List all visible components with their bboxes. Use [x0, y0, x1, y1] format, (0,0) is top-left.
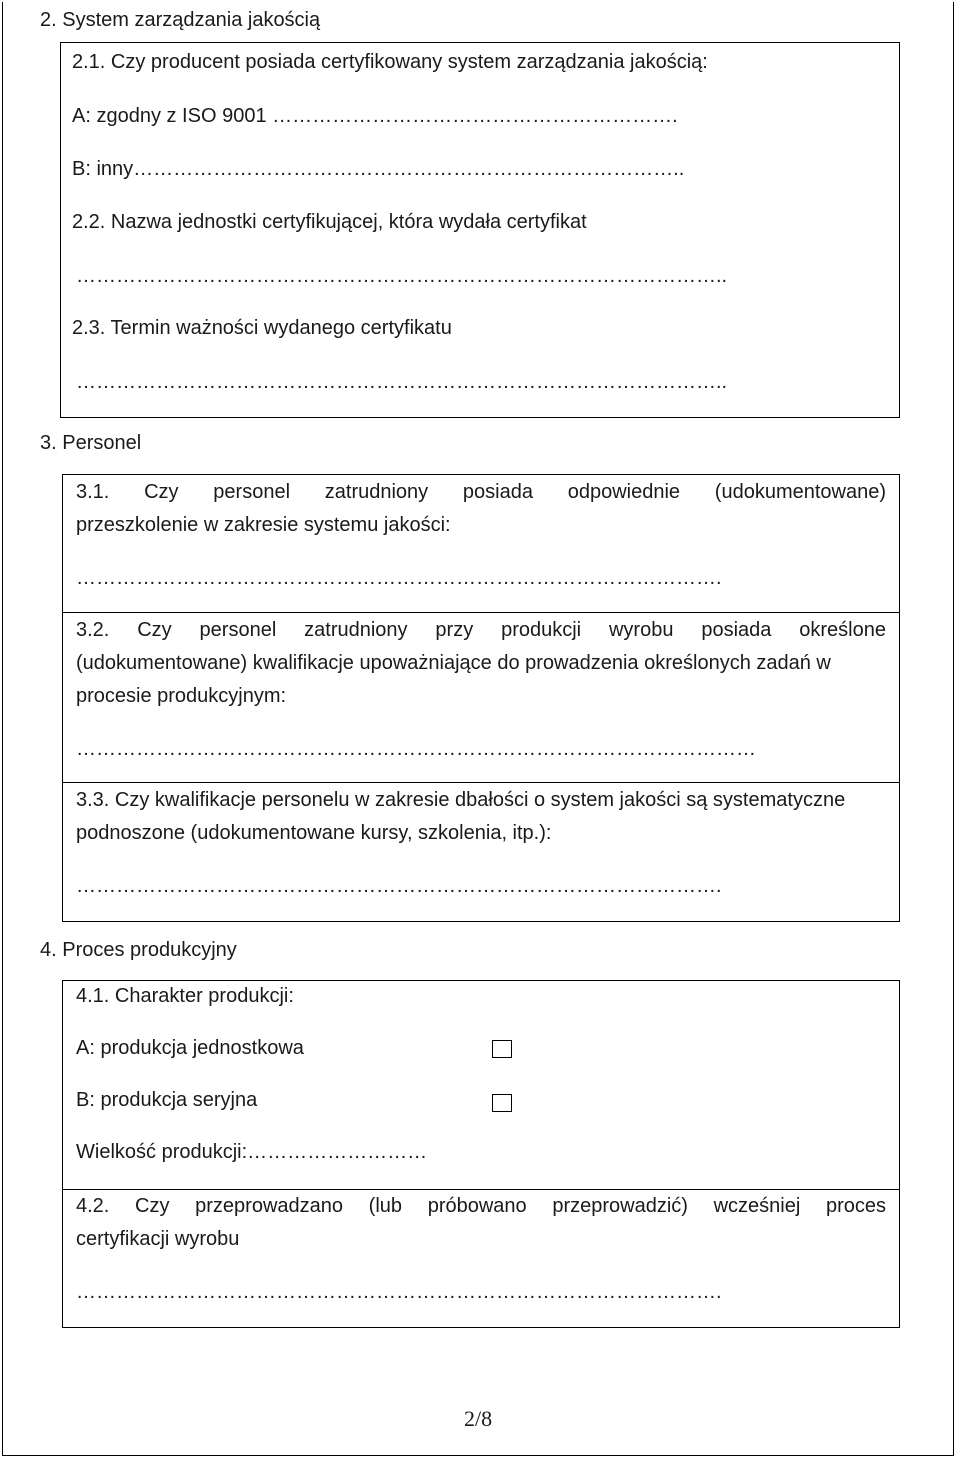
option-other: B: inny……………………………………………………………………….. [72, 158, 685, 180]
answer-3-3: ……………………………………………………………………………………. [76, 875, 722, 897]
question-3-3-line-2: podnoszone (udokumentowane kursy, szkolenia, itp.): [76, 822, 552, 844]
question-3-1-line-2: przeszkolenie w zakresie systemu jakości: [76, 514, 451, 536]
question-3-2-line-2: (udokumentowane) kwalifikacje upoważniające do prowadzenia określonych zadań w [76, 652, 831, 674]
answer-2-3: …………………………………………………………………………………….. [76, 371, 728, 393]
question-3-2-line-3: procesie produkcyjnym: [76, 685, 287, 707]
page-number: 2/8 [464, 1406, 493, 1431]
option-iso-9001: A: zgodny z ISO 9001 ……………………………………………………. [72, 105, 678, 127]
answer-2-2: …………………………………………………………………………………….. [76, 265, 728, 287]
answer-3-2: ………………………………………………………………………………………… [76, 738, 756, 760]
option-unit-production: A: produkcja jednostkowa [76, 1037, 304, 1059]
question-2-3: 2.3. Termin ważności wydanego certyfikatu [72, 317, 452, 339]
option-serial-production: B: produkcja seryjna [76, 1089, 258, 1111]
section-4-heading: 4. Proces produkcyjny [40, 939, 237, 961]
question-3-3-line-1: 3.3. Czy kwalifikacje personelu w zakresie dbałości o system jakości są systematyczne [76, 789, 846, 811]
section-2-heading: 2. System zarządzania jakością [40, 9, 321, 31]
question-2-2: 2.2. Nazwa jednostki certyfikującej, która wydała certyfikat [72, 211, 587, 233]
divider-3-2 [62, 782, 900, 783]
question-4-1: 4.1. Charakter produkcji: [76, 985, 294, 1007]
answer-4-2: ……………………………………………………………………………………. [76, 1281, 722, 1303]
production-volume: Wielkość produkcji:……………………… [76, 1141, 428, 1163]
question-2-1: 2.1. Czy producent posiada certyfikowany system zarządzania jakością: [72, 51, 708, 73]
question-3-2-line-1: 3.2. Czy personel zatrudniony przy produkcji wyrobu posiada określone [76, 619, 886, 641]
question-4-2-line-1: 4.2. Czy przeprowadzano (lub próbowano przeprowadzić) wcześniej proces [76, 1195, 886, 1217]
question-4-2-line-2: certyfikacji wyrobu [76, 1228, 240, 1250]
answer-3-1: ……………………………………………………………………………………. [76, 567, 722, 589]
unit-production-checkbox[interactable] [492, 1040, 512, 1058]
divider-4-1 [62, 1189, 900, 1190]
section-3-heading: 3. Personel [40, 432, 142, 454]
question-3-1-line-1: 3.1. Czy personel zatrudniony posiada odpowiednie (udokumentowane) [76, 481, 886, 503]
divider-3-1 [62, 612, 900, 613]
serial-production-checkbox[interactable] [492, 1094, 512, 1112]
